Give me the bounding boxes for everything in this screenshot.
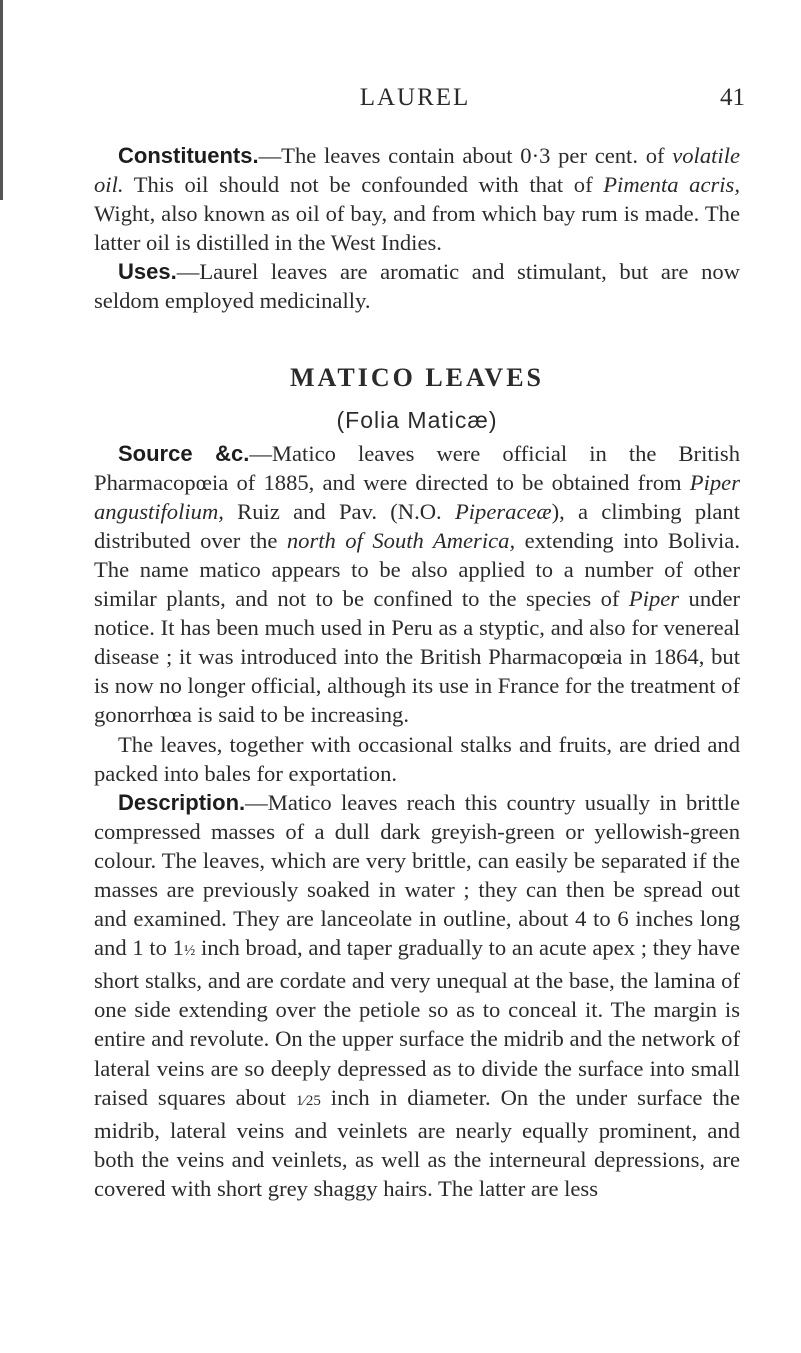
text-run: under notice. It has been much used in Peru as a styptic, and also for venereal disease ; it was introduced into the British Pharmacopœia in 1864, but is now no longer official, although its use in France for the treatment of gonorrhœa is said to be increasing. — [94, 586, 740, 728]
text-run: extending into Bolivia. The name matico appears to be also applied to a number of other similar plants, and not to be confined to the species of — [94, 527, 740, 612]
text-run: Ruiz and Pav. (N.O. — [223, 498, 455, 524]
constituents-heading: Constituents. — [118, 143, 259, 168]
fraction: 1⁄25 — [295, 1092, 321, 1109]
text-run: —Matico leaves reach this country usually in brittle compressed masses of a dull dark greyish-green or yellowish-green colour. The leaves, which are very brittle, can easily be separated if the masses are previously soaked in water ; they can then be spread out and examined. They are lanceolate in outline, about 4 to 6 inches long and 1 to 1 — [94, 789, 740, 961]
source-heading: Source &c. — [118, 440, 250, 466]
section-title: MATICO LEAVES — [289, 362, 545, 392]
italic-term: Piperaceæ — [454, 498, 552, 524]
uses-heading: Uses. — [118, 259, 177, 285]
text-run: —The leaves contain about 0·3 per cent. of — [258, 143, 673, 168]
text-run: inch broad, and taper gradually to an acute apex ; they have short stalks, and are cordate and very unequal at the base, the lamina of one side extending over the petiole so as to conceal it. The margin is entire and revolute. On the upper surface the midrib and the network of lateral veins are so deeply depressed as to divide the surface into small raised squares about — [94, 935, 740, 1110]
source-paragraph — [94, 439, 740, 730]
page-header — [85, 84, 745, 118]
italic-term: north of South America, — [286, 527, 516, 553]
italic-term: volatile oil. — [94, 143, 740, 198]
text-run: —Laurel leaves are aromatic and stimulant, but are now seldom employed medicinally. — [94, 259, 740, 314]
fraction: ½ — [183, 943, 196, 960]
text-run: inch in diameter. On the under surface the midrib, lateral veins and veinlets are nearly equally prominent, and both the veins and veinlets, as well as the interneural depressions, are covered with short grey shaggy hairs. The latter are less — [94, 1084, 740, 1201]
italic-term: Piper angustifolium, — [94, 469, 740, 524]
page-edge-line — [0, 0, 3, 200]
text-run: This oil should not be confounded with that of — [123, 172, 604, 198]
laurel-section — [94, 141, 740, 1203]
text-run: ), a climbing plant distributed over the — [94, 498, 740, 553]
text-run: Wight, also known as oil of bay, and from which bay rum is made. The latter oil is distilled in the West Indies. — [94, 201, 740, 256]
section-subtitle: (Folia Maticæ) — [336, 406, 498, 433]
source-continuation-paragraph: The leaves, together with occasional stalks and fruits, are dried and packed into bales for exportation. — [94, 731, 740, 786]
running-title: LAUREL — [359, 84, 471, 111]
constituents-paragraph — [94, 141, 740, 257]
text-run: —Matico leaves were official in the British Pharmacopœia of 1885, and were directed to be obtained from — [94, 440, 740, 495]
italic-term: Pimenta acris, — [603, 172, 740, 198]
italic-term: Piper — [628, 586, 680, 612]
description-heading: Description. — [118, 789, 246, 815]
uses-paragraph — [94, 257, 740, 315]
description-paragraph — [94, 788, 740, 1203]
page-number: 41 — [720, 84, 745, 111]
